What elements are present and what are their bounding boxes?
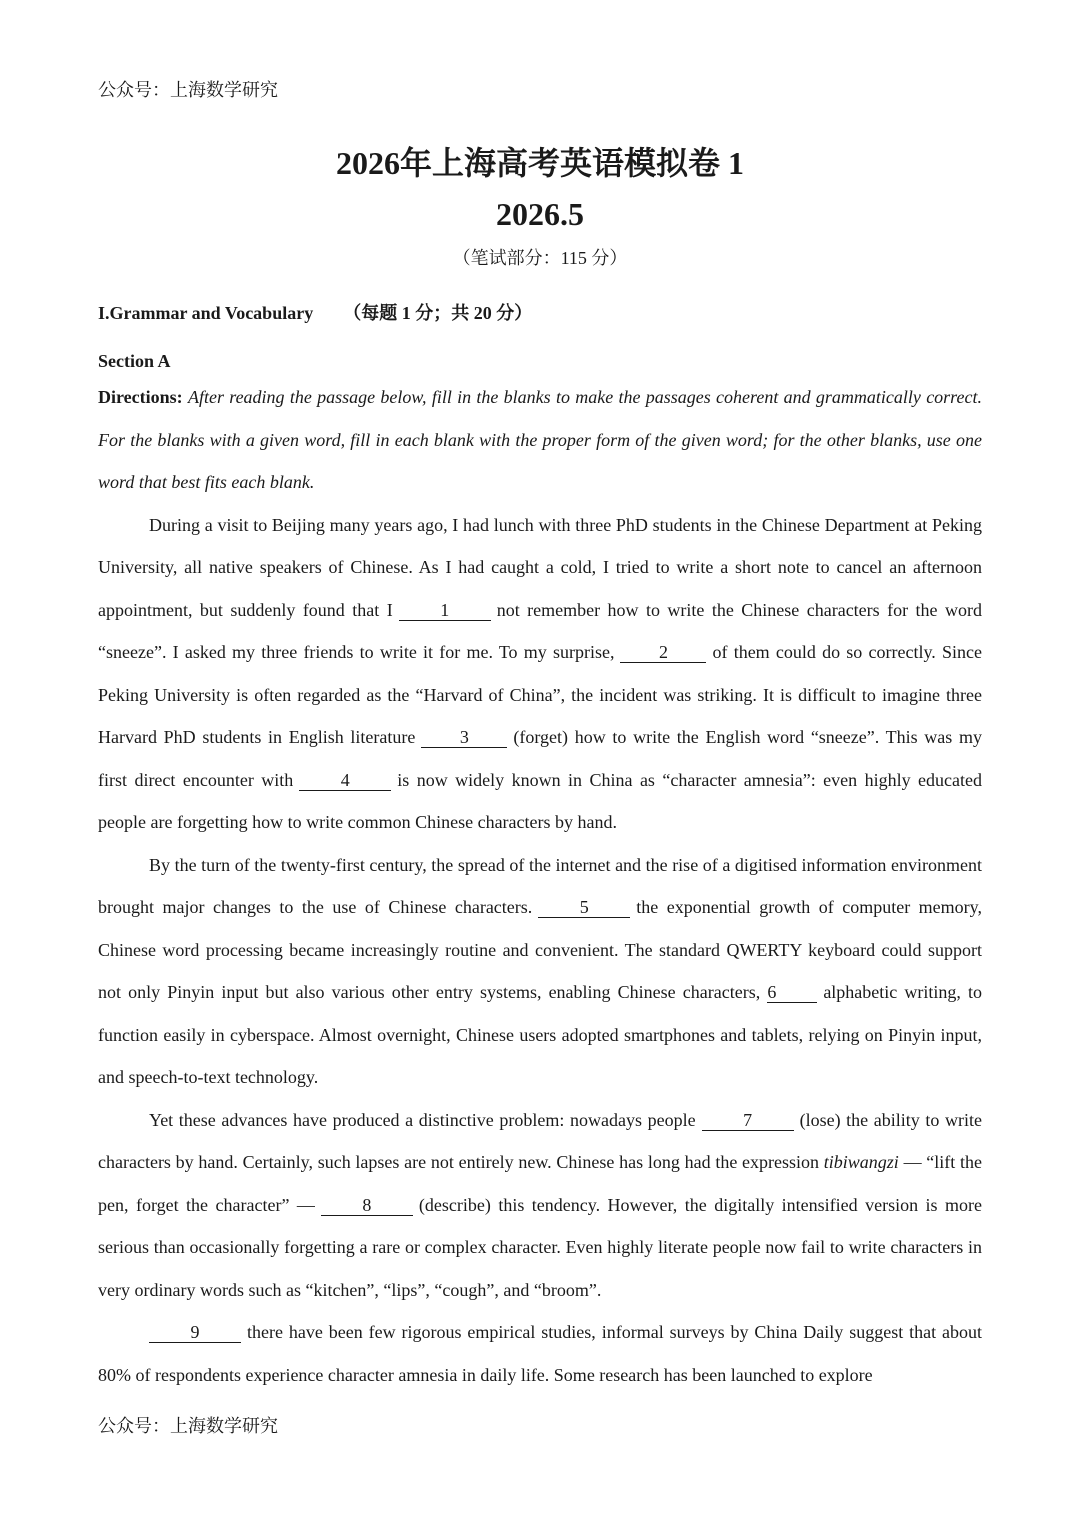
exam-date: 2026.5 [496,196,584,232]
section-heading [98,299,532,325]
blank-5[interactable]: 5 [538,897,630,918]
blank-2[interactable]: 2 [620,642,706,663]
paragraph-text: — “lift the pen, forget the character” — [98,1152,983,1215]
paragraph-text: (lose) the ability to write characters by hand. Certainly, such lapses are not entirely new. Chinese has long had the expression [98,1109,983,1172]
chinese-term: tibiwangzi [823,1152,899,1172]
section-name: I.Grammar and Vocabulary [98,303,314,323]
blank-9[interactable]: 9 [149,1322,241,1343]
paragraph-text: During a visit to Beijing many years ago, I had lunch with three PhD students in the Chinese Department at Peking University, all native speakers of Chinese. As I had caught a cold, I tried to write a short note to cancel an afternoon appointment, but suddenly found that I [98,514,982,620]
paragraph-text: there have been few rigorous empirical studies, informal surveys by China Daily suggest that about 80% of respondents experience character amnesia in daily life. Some research has been launched to explore [98,1322,982,1385]
paragraph-text: (describe) this tendency. However, the digitally intensified version is more serious than occasionally forgetting a rare or complex character. Even highly literate people now fail to write characters in very ordinary words such as “kitchen”, “lips”, “cough”, and “broom”. [98,1194,982,1300]
blank-4[interactable]: 4 [299,770,391,791]
footer-account-tag: 公众号：上海数学研究 [98,1416,278,1436]
exam-title: 2026年上海高考英语模拟卷 1 [335,145,744,181]
paragraph-text: is now widely known in China as “character amnesia”: even highly educated people are forgetting how to write common Chinese characters by hand. [98,769,982,832]
paragraph-2 [98,844,982,1099]
paragraph-text: the exponential growth of computer memory, Chinese word processing became increasingly routine and convenient. The standard QWERTY keyboard could support not only Pinyin input but also various other entry systems, enabling Chinese characters, [98,897,982,1002]
paragraph-text: of them could do so correctly. Since Peking University is often regarded as the “Harvard of China”, the incident was striking. It is difficult to imagine three Harvard PhD students in English literature [98,642,983,747]
paragraph-1 [98,504,982,844]
paragraph-text: By the turn of the twenty-first century, the spread of the internet and the rise of a digitised information environment brought major changes to the use of Chinese characters. [98,854,982,917]
passage-body [98,376,982,1396]
header-account-tag: 公众号：上海数学研究 [98,80,278,100]
blank-7[interactable]: 7 [702,1110,794,1131]
paragraph-text: alphabetic writing, to function easily in cyberspace. Almost overnight, Chinese users adopted smartphones and tablets, relying on Pinyin input, and speech-to-text technology. [98,982,982,1087]
section-part: Section A [98,351,171,371]
directions-text: After reading the passage below, fill in the blanks to make the passages coherent and grammatically correct. For the blanks with a given word, fill in each blank with the proper form of the given word; for the other blanks, use one word that best fits each blank. [98,387,983,492]
directions [98,376,982,504]
blank-1[interactable]: 1 [399,600,491,621]
paragraph-text: not remember how to write the Chinese characters for the word “sneeze”. I asked my three friends to write it for me. To my surprise, [98,599,982,662]
section-score: （每题 1 分；共 20 分） [343,303,533,323]
paragraph-3 [98,1099,982,1312]
paragraph-text: Yet these advances have produced a distinctive problem: nowadays people [149,1109,696,1130]
directions-label: Directions: [98,387,183,407]
blank-8[interactable]: 8 [321,1195,413,1216]
blank-6[interactable]: 6 [767,982,817,1003]
paragraph-text: (forget) how to write the English word “sneeze”. This was my first direct encounter with [98,727,982,790]
blank-3[interactable]: 3 [421,727,507,748]
paragraph-4 [98,1311,982,1396]
exam-subtitle: （笔试部分：115 分） [452,248,628,268]
